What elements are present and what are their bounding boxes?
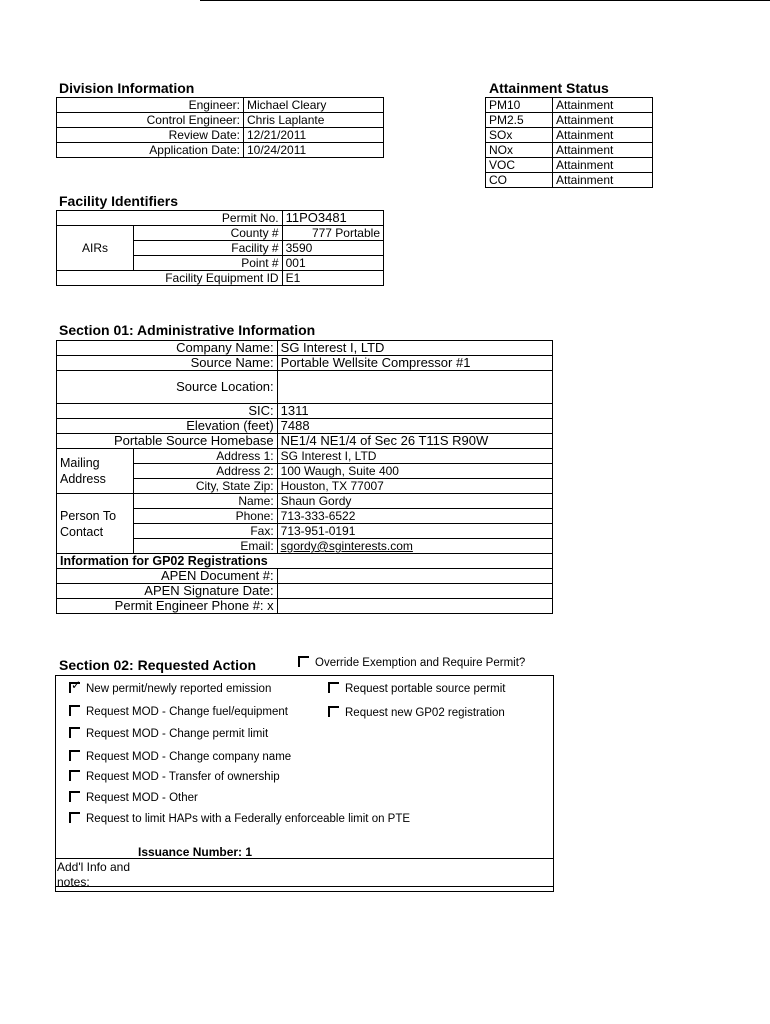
option-transfer-ownership[interactable] (69, 770, 280, 783)
permit-no-value: 11PO3481 (282, 211, 383, 226)
notes-label: Add'l Info and notes: (57, 860, 131, 889)
gp02-header: Information for GP02 Registrations (57, 554, 553, 569)
page-top-rule (200, 0, 770, 1)
pollutant-co: CO (486, 173, 553, 188)
sic-label: SIC: (57, 404, 278, 419)
option-change-company[interactable] (69, 750, 291, 763)
company-name-label: Company Name: (57, 341, 278, 356)
change-fuel-checkbox[interactable] (69, 705, 80, 716)
pollutant-sox: SOx (486, 128, 553, 143)
phone-label: Phone: (134, 509, 278, 524)
apen-signature-value (277, 584, 552, 599)
address1-label: Address 1: (134, 449, 278, 464)
change-limit-checkbox[interactable] (69, 727, 80, 738)
source-name-label: Source Name: (57, 356, 278, 371)
address2-label: Address 2: (134, 464, 278, 479)
admin-table (56, 340, 553, 614)
option-portable-source[interactable] (328, 682, 505, 695)
division-title: Division Information (59, 80, 195, 96)
option-limit-haps[interactable] (69, 812, 410, 825)
email-label: Email: (134, 539, 278, 554)
status-sox: Attainment (553, 128, 653, 143)
limit-haps-checkbox[interactable] (69, 812, 80, 823)
transfer-ownership-label: Request MOD - Transfer of ownership (86, 771, 280, 783)
new-gp02-label: Request new GP02 registration (345, 707, 505, 719)
facility-number-label: Facility # (134, 241, 283, 256)
phone-value: 713-333-6522 (277, 509, 552, 524)
pollutant-voc: VOC (486, 158, 553, 173)
application-date-label: Application Date: (57, 143, 244, 158)
equipment-id-label: Facility Equipment ID (57, 271, 283, 286)
permit-engineer-phone-value (277, 599, 552, 614)
apen-document-value (277, 569, 552, 584)
status-nox: Attainment (553, 143, 653, 158)
override-checkbox[interactable] (298, 656, 309, 667)
option-new-gp02[interactable] (328, 706, 505, 719)
limit-haps-label: Request to limit HAPs with a Federally enforceable limit on PTE (86, 813, 411, 825)
facility-table (56, 210, 384, 286)
engineer-value: Michael Cleary (244, 98, 384, 113)
county-value: 777 Portable (282, 226, 383, 241)
source-name-value: Portable Wellsite Compressor #1 (277, 356, 552, 371)
mod-other-label: Request MOD - Other (86, 792, 198, 804)
status-pm25: Attainment (553, 113, 653, 128)
permit-engineer-phone-label: Permit Engineer Phone #: x (57, 599, 278, 614)
city-state-zip-label: City, State Zip: (134, 479, 278, 494)
override-label: Override Exemption and Require Permit? (315, 657, 526, 669)
contact-name-label: Name: (134, 494, 278, 509)
fax-value: 713-951-0191 (277, 524, 552, 539)
attainment-table (485, 97, 653, 188)
review-date-label: Review Date: (57, 128, 244, 143)
option-new-permit[interactable] (69, 682, 271, 695)
portable-source-label: Request portable source permit (345, 683, 506, 695)
address1-value: SG Interest I, LTD (277, 449, 552, 464)
contact-label: Person To Contact (57, 494, 134, 554)
option-mod-other[interactable] (69, 791, 198, 804)
city-state-zip-value: Houston, TX 77007 (277, 479, 552, 494)
control-engineer-label: Control Engineer: (57, 113, 244, 128)
division-table (56, 97, 384, 158)
homebase-label: Portable Source Homebase (57, 434, 278, 449)
sic-value: 1311 (277, 404, 552, 419)
engineer-label: Engineer: (57, 98, 244, 113)
new-permit-label: New permit/newly reported emission (86, 683, 272, 695)
change-limit-label: Request MOD - Change permit limit (86, 728, 269, 740)
source-location-label: Source Location: (57, 371, 278, 404)
point-label: Point # (134, 256, 283, 271)
permit-no-label: Permit No. (57, 211, 283, 226)
fax-label: Fax: (134, 524, 278, 539)
elevation-label: Elevation (feet) (57, 419, 278, 434)
issuance-number: Issuance Number: 1 (138, 845, 253, 859)
transfer-ownership-checkbox[interactable] (69, 770, 80, 781)
apen-signature-label: APEN Signature Date: (57, 584, 278, 599)
facility-title: Facility Identifiers (59, 193, 179, 209)
section02-title: Section 02: Requested Action (59, 657, 257, 673)
equipment-id-value: E1 (282, 271, 383, 286)
option-change-fuel[interactable] (69, 705, 288, 718)
change-company-checkbox[interactable] (69, 750, 80, 761)
company-name-value: SG Interest I, LTD (277, 341, 552, 356)
option-change-limit[interactable] (69, 727, 268, 740)
pollutant-pm25: PM2.5 (486, 113, 553, 128)
mod-other-checkbox[interactable] (69, 791, 80, 802)
county-label: County # (134, 226, 283, 241)
airs-label: AIRs (57, 226, 134, 271)
section01-title: Section 01: Administrative Information (59, 322, 316, 338)
status-co: Attainment (553, 173, 653, 188)
new-permit-checkbox[interactable] (69, 682, 80, 693)
status-voc: Attainment (553, 158, 653, 173)
mailing-address-label: Mailing Address (57, 449, 134, 494)
review-date-value: 12/21/2011 (244, 128, 384, 143)
apen-document-label: APEN Document #: (57, 569, 278, 584)
homebase-value: NE1/4 NE1/4 of Sec 26 T11S R90W (277, 434, 552, 449)
address2-value: 100 Waugh, Suite 400 (277, 464, 552, 479)
portable-source-checkbox[interactable] (328, 682, 339, 693)
source-location-value (277, 371, 552, 404)
elevation-value: 7488 (277, 419, 552, 434)
point-value: 001 (282, 256, 383, 271)
email-link[interactable]: sgordy@sginterests.com (277, 539, 552, 554)
change-fuel-label: Request MOD - Change fuel/equipment (86, 706, 288, 718)
facility-number-value: 3590 (282, 241, 383, 256)
status-pm10: Attainment (553, 98, 653, 113)
new-gp02-checkbox[interactable] (328, 706, 339, 717)
control-engineer-value: Chris Laplante (244, 113, 384, 128)
contact-name-value: Shaun Gordy (277, 494, 552, 509)
change-company-label: Request MOD - Change company name (86, 751, 292, 763)
attainment-title: Attainment Status (489, 80, 609, 96)
pollutant-pm10: PM10 (486, 98, 553, 113)
override-option[interactable] (298, 656, 525, 669)
pollutant-nox: NOx (486, 143, 553, 158)
application-date-value: 10/24/2011 (244, 143, 384, 158)
